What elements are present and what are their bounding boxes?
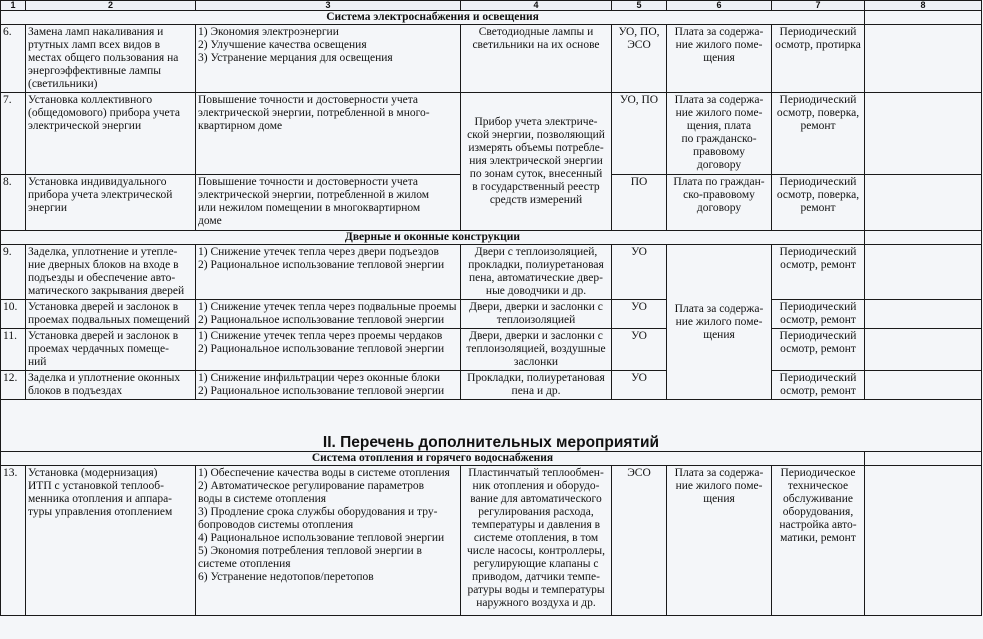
- col-header-5: 5: [612, 1, 667, 11]
- measure-service: Периодический осмотр, ремонт: [772, 329, 865, 371]
- measure-service: Периодический осмотр, ремонт: [772, 300, 865, 329]
- measure-effect: 1) Снижение утечек тепла через двери подъездов 2) Рациональное использование тепловой энергии: [196, 245, 461, 300]
- measure-equipment: Двери, дверки и заслонки с теплоизоляцией, воздушные заслонки: [461, 329, 612, 371]
- meter-equipment-shared: Прибор учета электриче- ской энергии, позволяющий измерять объемы потребле- ния электрической энергии по зонам суток, внесенный в государственный реестр средств измерений: [461, 93, 612, 231]
- measure-who: УО: [612, 329, 667, 371]
- table-row: [1, 371, 982, 400]
- part-title-row: [1, 400, 982, 452]
- measure-equipment: Прокладки, полиуретановая пена и др.: [461, 371, 612, 400]
- col-header-7: 7: [772, 1, 865, 11]
- section-title: Система отопления и горячего водоснабжения: [1, 452, 865, 466]
- measure-equipment: Двери, дверки и заслонки с теплоизоляцией: [461, 300, 612, 329]
- table-row: [1, 245, 982, 300]
- row-number: 11.: [1, 329, 26, 371]
- measure-service: Периодическое техническое обслуживание оборудования, настройка авто- матики, ремонт: [772, 466, 865, 616]
- measure-who: УО: [612, 245, 667, 300]
- section-title: Система электроснабжения и освещения: [1, 11, 865, 25]
- measure-equipment: Пластинчатый теплообмен- ник отопления и оборудо- вание для автоматического регулирования расхода, температуры и давления в системе отопления, в том числе насосы, контроллеры, регулирующие клапаны с приводом, датчики темпе- ратуры воды и температуры наружного воздуха и др.: [461, 466, 612, 616]
- measure-payment: Плата за содержа- ние жилого поме- щения, плата по гражданско- правовому договору: [667, 93, 772, 175]
- measure-effect: Повышение точности и достоверности учета электрической энергии, потребленной в много- квартирном доме: [196, 93, 461, 175]
- col-header-6: 6: [667, 1, 772, 11]
- measure-who: УО, ПО: [612, 93, 667, 175]
- col-header-1: 1: [1, 1, 26, 11]
- measure-who: ЭСО: [612, 466, 667, 616]
- measure-name: Установка дверей и заслонок в проемах чердачных помеще- ний: [26, 329, 196, 371]
- row-number: 6.: [1, 25, 26, 93]
- section-row: [1, 231, 982, 245]
- measure-effect: Повышение точности и достоверности учета электрической энергии, потребленной в жилом или нежилом помещении в многоквартирном доме: [196, 175, 461, 231]
- column-number-row: [1, 1, 982, 11]
- measure-effect: 1) Экономия электроэнергии 2) Улучшение качества освещения 3) Устранение мерцания для освещения: [196, 25, 461, 93]
- measure-payment: Плата по граждан- ско-правовому договору: [667, 175, 772, 231]
- measure-effect: 1) Обеспечение качества воды в системе отопления 2) Автоматическое регулирование параметров воды в системе отопления 3) Продление срока службы оборудования и тру- бопроводов системы отопления 4) Рациональное использование тепловой энергии 5) Экономия потребления тепловой энергии в системе отопления 6) Устранение недотопов/перетопов: [196, 466, 461, 616]
- section-row: [1, 11, 982, 25]
- part2-title: II. Перечень дополнительных мероприятий: [1, 400, 982, 452]
- doors-payment-shared: Плата за содержа- ние жилого поме- щения: [667, 245, 772, 400]
- section-title: Дверные и оконные конструкции: [1, 231, 865, 245]
- row-number: 9.: [1, 245, 26, 300]
- measure-who: УО, ПО, ЭСО: [612, 25, 667, 93]
- measure-payment: Плата за содержа- ние жилого поме- щения: [667, 466, 772, 616]
- col-header-4: 4: [461, 1, 612, 11]
- measure-payment: Плата за содержа- ние жилого поме- щения: [667, 25, 772, 93]
- measure-equipment: Светодиодные лампы и светильники на их основе: [461, 25, 612, 93]
- table-row: [1, 300, 982, 329]
- col-header-2: 2: [26, 1, 196, 11]
- measure-name: Заделка, уплотнение и утепле- ние дверных блоков на входе в подъезды и обеспечение авто- матического закрывания дверей: [26, 245, 196, 300]
- measure-name: Заделка и уплотнение оконных блоков в подъездах: [26, 371, 196, 400]
- measure-service: Периодический осмотр, ремонт: [772, 245, 865, 300]
- measure-service: Периодический осмотр, протирка: [772, 25, 865, 93]
- table-row: [1, 466, 982, 616]
- measure-name: Установка (модернизация) ИТП с установкой теплооб- менника отопления и аппара- туры управления отоплением: [26, 466, 196, 616]
- measure-name: Установка дверей и заслонок в проемах подвальных помещений: [26, 300, 196, 329]
- measure-who: УО: [612, 300, 667, 329]
- measure-effect: 1) Снижение утечек тепла через подвальные проемы 2) Рациональное использование тепловой энергии: [196, 300, 461, 329]
- section-row: [1, 452, 982, 466]
- col-header-3: 3: [196, 1, 461, 11]
- measure-effect: 1) Снижение инфильтрации через оконные блоки 2) Рациональное использование тепловой энергии: [196, 371, 461, 400]
- measure-equipment: Двери с теплоизоляцией, прокладки, полиуретановая пена, автоматические двер- ные доводчики и др.: [461, 245, 612, 300]
- col-header-8: 8: [865, 1, 982, 11]
- table-row: [1, 93, 982, 175]
- row-number: 7.: [1, 93, 26, 175]
- measure-name: Установка индивидуального прибора учета электрической энергии: [26, 175, 196, 231]
- measure-service: Периодический осмотр, ремонт: [772, 371, 865, 400]
- row-number: 13.: [1, 466, 26, 616]
- measure-service: Периодический осмотр, поверка, ремонт: [772, 175, 865, 231]
- measure-effect: 1) Снижение утечек тепла через проемы чердаков 2) Рациональное использование тепловой энергии: [196, 329, 461, 371]
- measure-name: Установка коллективного (общедомового) прибора учета электрической энергии: [26, 93, 196, 175]
- table-row: [1, 329, 982, 371]
- row-number: 10.: [1, 300, 26, 329]
- measure-who: УО: [612, 371, 667, 400]
- measure-name: Замена ламп накаливания и ртутных ламп всех видов в местах общего пользования на энергоэффективные лампы (светильники): [26, 25, 196, 93]
- row-number: 8.: [1, 175, 26, 231]
- table-row: [1, 25, 982, 93]
- measure-service: Периодический осмотр, поверка, ремонт: [772, 93, 865, 175]
- row-number: 12.: [1, 371, 26, 400]
- measure-who: ПО: [612, 175, 667, 231]
